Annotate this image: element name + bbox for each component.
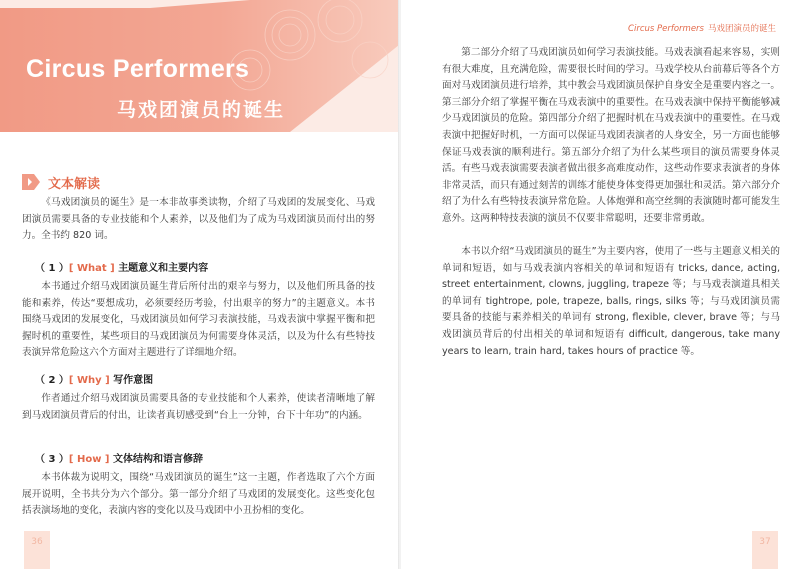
right-page [401, 0, 800, 569]
page-number-tab [24, 531, 50, 569]
subsection-heading-what: （ 1 ）[ What ] 主题意义和主要内容 [35, 263, 209, 274]
book-title-en: Circus Performers [26, 55, 250, 83]
structure-paragraph: 第二部分介绍了马戏团演员如何学习表演技能。马戏表演看起来容易，实则有很大难度，且充满危险，需要很长时间的学习。马戏学校从台前幕后等各个方面对马戏团演员进行培养，其中教会马戏团演员保护自身安全是重要内容之一。第三部分介绍了掌握平衡在马戏表演中的重要性。在马戏表演中保持平衡能够减少马戏团演员的危险。第四部分介绍了把握时机在马戏表演中的重要性。在马戏表演中把握好时机，一方面可以保证马戏团表演者的人身安全，另一方面也能够保证马戏表演的顺利进行。第五部分介绍了为什么某些项目的演员需要身体灵活。有些马戏表演需要表演者做出很多高难度动作，这些动作要求表演者的身体非常灵活，而只有通过刻苦的训练才能使身体变得更加强壮和灵活。第六部分介绍了为什么有些特技表演异常危险。人体炮弹和高空丝绸的表演随时都可能发生意外。这两种特技表演的演员不仅要非常聪明，还要非常勇敢。 [442, 47, 780, 224]
page-number-tab [752, 531, 778, 569]
how-paragraph: 本书体裁为说明文，围绕“马戏团演员的诞生”这一主题，作者选取了六个方面展开说明，全书共分为六个部分。第一部分介绍了马戏团的发展变化。这些变化包括表演场地的变化，表演内容的变化以及马戏团中小丑扮相的变化。 [22, 472, 375, 517]
book-title-cn: 马戏团演员的诞生 [117, 99, 286, 121]
left-page [0, 0, 399, 569]
subsection-heading-why: （ 2 ）[ Why ] 写作意图 [35, 375, 154, 386]
running-header [628, 22, 776, 34]
page-number: 37 [759, 537, 771, 547]
section-heading [22, 172, 100, 192]
subsection-heading-how: （ 3 ）[ How ] 文体结构和语言修辞 [35, 454, 203, 465]
page-number: 36 [31, 537, 43, 547]
running-header-cn: 马戏团演员的诞生 [707, 24, 776, 34]
flag-chevron-icon [22, 172, 42, 192]
running-header-en: Circus Performers [628, 24, 704, 34]
section-title: 文本解读 [48, 176, 101, 192]
why-paragraph: 作者通过介绍马戏团演员需要具备的专业技能和个人素养，使读者清晰地了解到马戏团演员背后的付出，让读者真切感受到“台上一分钟，台下十年功”的内涵。 [22, 393, 375, 421]
what-paragraph: 本书通过介绍马戏团演员诞生背后所付出的艰辛与努力，以及他们所具备的技能和素养，传达“要想成功，必须要经历考验，付出艰辛的努力”的主题意义。本书围绕马戏团的发展变化，马戏团演员如何学习表演技能，马戏表演中掌握平衡和把握时机的重要性，某些项目的马戏团演员为何需要身体灵活，以及为什么有些特技表演异常危险这六个方面对主题进行了详细地介绍。 [22, 281, 375, 359]
intro-paragraph: 《马戏团演员的诞生》是一本非故事类读物，介绍了马戏团的发展变化、马戏团演员需要具备的专业技能和个人素养，以及他们为了成为马戏团演员而付出的努力。全书约 820 词。 [22, 197, 375, 242]
vocabulary-paragraph: 本书以介绍“马戏团演员的诞生”为主要内容，使用了一些与主题意义相关的单词和短语，如与马戏表演内容相关的单词和短语有 tricks, dance, acting, street entertainment, clowns, juggling, trapeze 等；与马戏表演道具相关的单词有 tightrope, pole, trapeze, balls, rings, silks 等；与马戏团演员需要具备的技能与素养相关的单词有 strong, flexible, clever, brave 等；与马戏团演员背后的付出相关的单词和短语有 difficult, dangerous, take many years to learn, train hard, takes hours of practice 等。 [442, 246, 780, 357]
